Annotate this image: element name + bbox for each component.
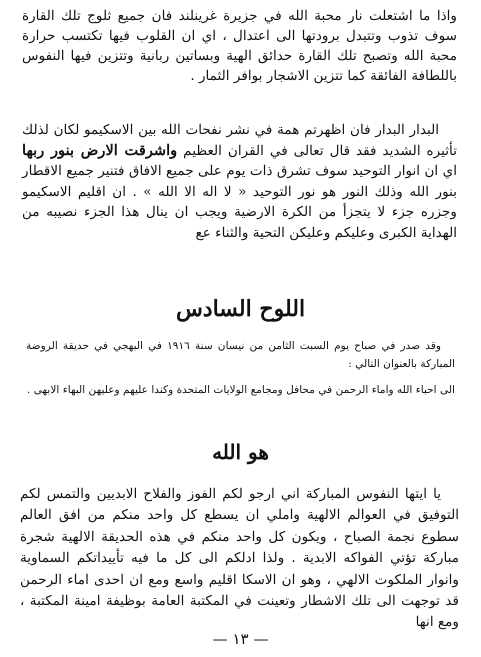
- section-title: اللوح السادس: [175, 296, 306, 322]
- paragraph-eskimo-text-1: البدار البدار فان اظهرتم همة في نشر نفحات الله بين الاسكيمو لكان لذلك تأثيره الشديد فقد قال تعالى في القران العظيم: [22, 122, 457, 159]
- address-line: الى احباء الله واماء الرحمن في محافل ومجامع الولايات المتحدة وكندا عليهم وعليهن البهاء الابهى .: [26, 384, 455, 396]
- quran-verse-bold: واشرقت الارض بنور ربها: [22, 141, 178, 159]
- page-number: — ١٣ —: [212, 630, 269, 648]
- paragraph-greenland: واذا ما اشتعلت نار محبة الله في جزيرة غرينلند فان جميع ثلوج تلك القارة سوف تذوب وتتبدل برودتها الى اعتدال ، اي ان القلوب فيها تكتسب حرارة محبة الله وتصبح تلك القارة حدائق الهية وبساتين ربانية وتتزين فيها النفوس باللطافة الفائقة كما تتزين الاشجار بوافر الثمار .: [22, 8, 457, 84]
- intro-note: وقد صدر في صباح يوم السبت الثامن من نيسان سنة ١٩١٦ في البهجي في حديقة الروضة المباركة بالعنوان التالي :: [26, 340, 455, 370]
- invocation-heading: هو الله: [212, 440, 269, 464]
- paragraph-eskimo-text-2: اي ان انوار التوحيد سوف تشرق ذات يوم على جميع الافاق فتنير جميع الاقطار بنور الله وذلك النور هو نور التوحيد « لا اله الا الله » . ان اقليم الاسكيمو وجزره جزء لا يتجزأ من الكرة الارضية ويجب ان ينال هذا الجزء نصيبه من الهداية الكبرى وعليكم وعليكن التحية والثناء عع: [22, 163, 457, 241]
- paragraph-eskimo: [22, 120, 457, 243]
- paragraph-blessed-souls: يا ايتها النفوس المباركة اني ارجو لكم الفوز والفلاح الابديين والتمس لكم التوفيق في العوالم الالهية واملي ان يسطع كل واحد منكم من افق العالم سطوع نجمة الصباح ، ويكون كل واحد منكم في هذه الحديقة الالهية شجرة مباركة تؤتي الفواكه الابدية . ولذا ادلكم الى كل ما فيه تأييداتكم السماوية وانوار الملكوت الالهي ، وهو ان الاسكا اقليم واسع ومع ان احدى اماء الرحمن قد توجهت الى تلك الاشطار وتعينت في المكتبة العامة بوظيفة امينة المكتبة ، ومع انها: [20, 486, 459, 631]
